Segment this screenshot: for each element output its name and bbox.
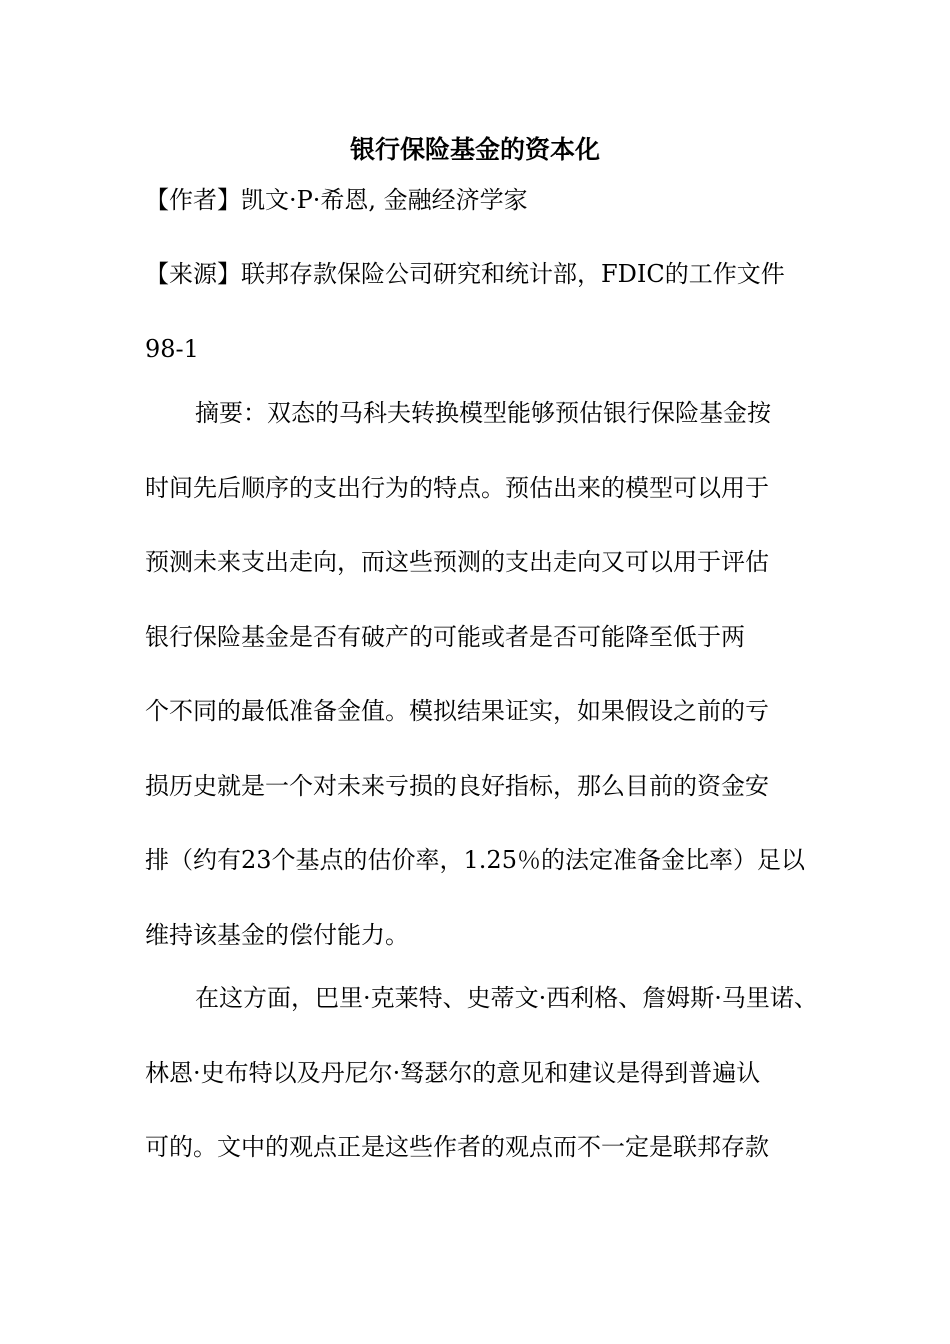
abstract-line: 损历史就是一个对未来亏损的良好指标，那么目前的资金安: [145, 772, 769, 800]
abstract-line: 维持该基金的偿付能力。: [145, 921, 409, 949]
author-line: 【作者】凯文·P·希恩, 金融经济学家: [145, 186, 528, 214]
acknowledgement-line: 林恩·史布特以及丹尼尔·驽瑟尔的意见和建议是得到普遍认: [145, 1059, 761, 1087]
abstract-line: 预测未来支出走向，而这些预测的支出走向又可以用于评估: [145, 548, 769, 576]
source-line-continued: 98-1: [145, 335, 199, 363]
abstract-line: 排（约有23个基点的估价率，1.25％的法定准备金比率）足以: [145, 846, 805, 874]
acknowledgement-line: 在这方面，巴里·克莱特、史蒂文·西利格、詹姆斯·马里诺、: [195, 984, 818, 1012]
source-line: 【来源】联邦存款保险公司研究和统计部，FDIC的工作文件: [145, 260, 785, 288]
abstract-line: 银行保险基金是否有破产的可能或者是否可能降至低于两: [145, 623, 745, 651]
document-title: 银行保险基金的资本化: [349, 135, 600, 164]
abstract-line: 摘要：双态的马科夫转换模型能够预估银行保险基金按: [195, 399, 771, 427]
abstract-line: 时间先后顺序的支出行为的特点。预估出来的模型可以用于: [145, 474, 769, 502]
abstract-line: 个不同的最低准备金值。模拟结果证实，如果假设之前的亏: [145, 697, 769, 725]
acknowledgement-line: 可的。文中的观点正是这些作者的观点而不一定是联邦存款: [145, 1133, 769, 1161]
